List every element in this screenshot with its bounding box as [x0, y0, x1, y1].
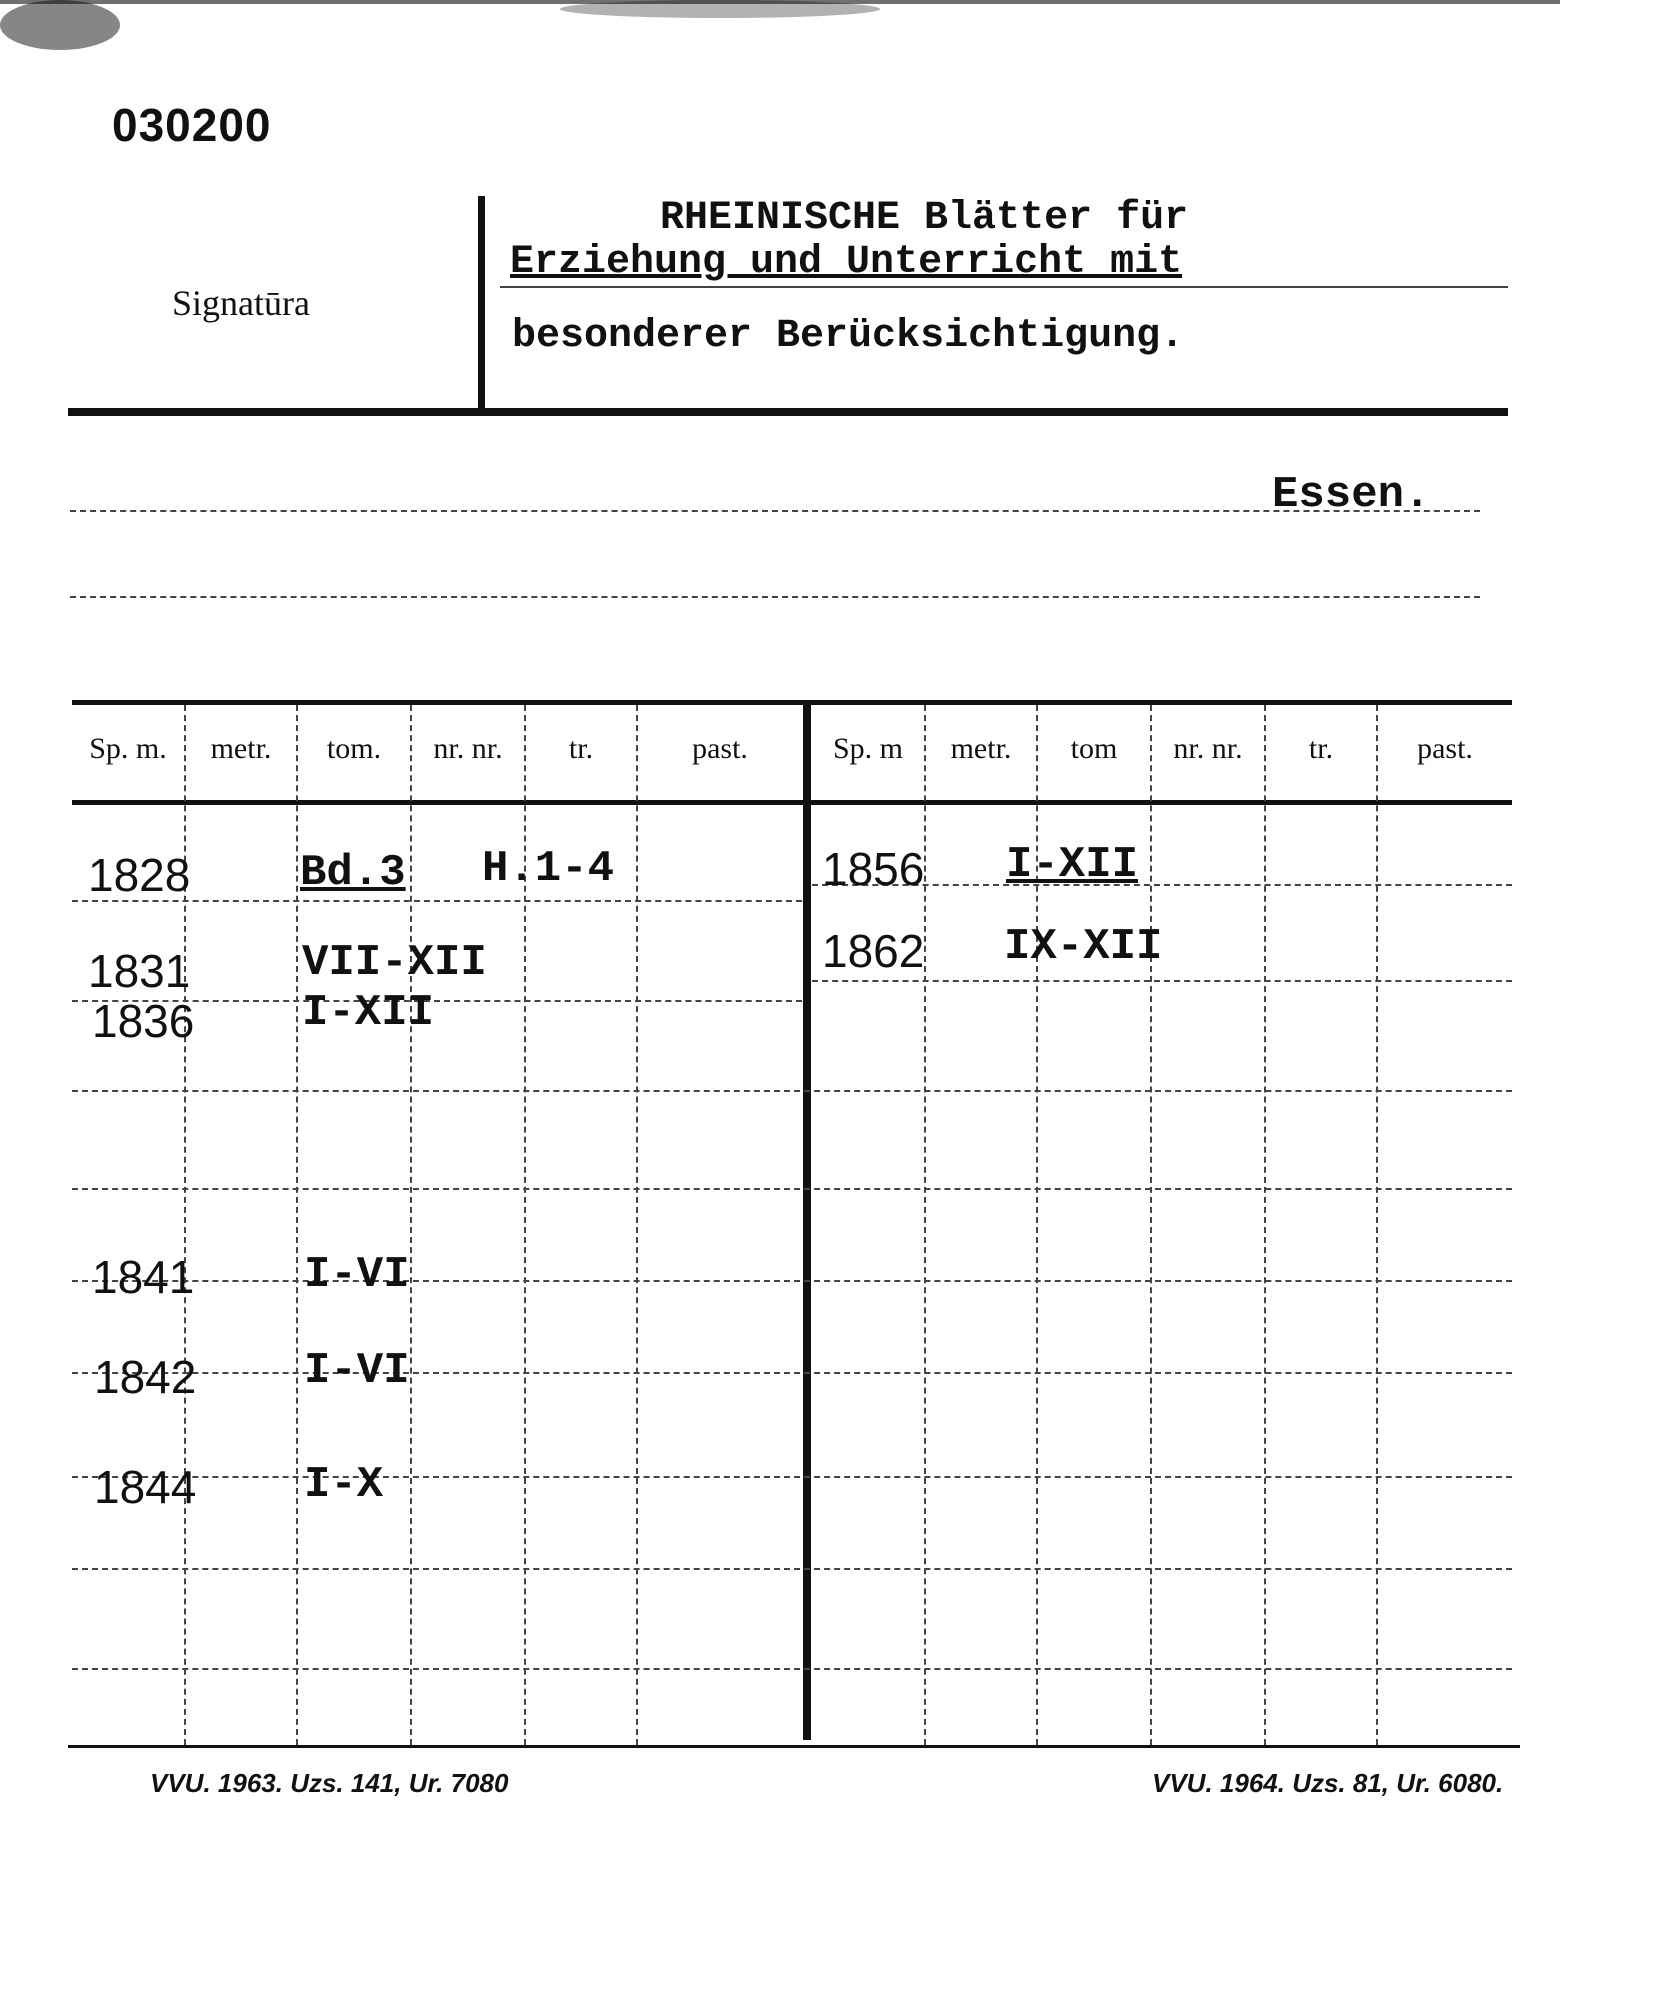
holding-tom: I-XII: [1006, 840, 1139, 890]
holding-tom: VII-XII: [302, 938, 487, 988]
title-line-3: besonderer Berücksichtigung.: [512, 314, 1185, 359]
holding-tom: Bd.3: [300, 848, 406, 898]
holding-tom: I-XII: [302, 988, 435, 1038]
col-header-nr-nr: nr. nr.: [433, 732, 503, 765]
place-rule-2: [70, 596, 1480, 598]
holding-year: 1862: [822, 925, 925, 977]
header-bottom-rule: [68, 408, 1508, 416]
row-rule: [72, 1668, 1512, 1670]
row-rule: [72, 1568, 1512, 1570]
holding-year: 1856: [822, 843, 925, 895]
col-divider: [1376, 705, 1378, 1745]
header-divider: [478, 196, 485, 408]
table-top-rule: [72, 700, 1512, 705]
place-of-publication: Essen.: [1272, 470, 1431, 520]
holding-tom: I-X: [304, 1460, 384, 1510]
title-line-2: Erziehung und Unterricht mit: [510, 240, 1183, 285]
scan-smudge: [0, 0, 120, 50]
row-rule: [812, 980, 1512, 982]
table-center-divider: [803, 700, 811, 1740]
holding-tom: IX-XII: [1004, 922, 1163, 972]
holding-year: 1844: [94, 1461, 197, 1513]
holding-year: 1828: [88, 849, 191, 901]
col-header-tr: tr.: [1308, 732, 1334, 765]
col-header-metr: metr.: [210, 732, 272, 765]
table-header-rule: [72, 800, 1512, 805]
col-header-tom: tom.: [326, 732, 382, 765]
row-rule: [72, 1090, 1512, 1092]
signatura-label: Signatūra: [172, 283, 310, 323]
card-number: 030200: [112, 99, 272, 151]
holding-tom: I-VI: [304, 1250, 410, 1300]
col-header-tom: tom: [1070, 732, 1118, 765]
row-rule: [72, 1280, 1512, 1282]
table-bottom-rule: [68, 1745, 1520, 1748]
holding-year: 1842: [94, 1351, 197, 1403]
holding-nr: H.1-4: [482, 844, 615, 894]
row-rule: [72, 1476, 1512, 1478]
col-header-nr-nr: nr. nr.: [1173, 732, 1243, 765]
col-header-past: past.: [692, 732, 748, 765]
col-header-sp-m: Sp. m.: [89, 732, 167, 765]
col-divider: [296, 705, 298, 1745]
title-rule-1: [500, 286, 1508, 288]
footnote-right: VVU. 1964. Uzs. 81, Ur. 6080.: [1152, 1768, 1504, 1798]
col-header-sp-m: Sp. m: [832, 732, 904, 765]
col-divider: [1264, 705, 1266, 1745]
col-divider: [636, 705, 638, 1745]
footnote-left: VVU. 1963. Uzs. 141, Ur. 7080: [150, 1768, 509, 1798]
holding-year: 1841: [92, 1251, 195, 1303]
row-rule: [72, 1188, 1512, 1190]
holding-year: 1831: [88, 945, 191, 997]
holding-tom: I-VI: [304, 1346, 410, 1396]
col-header-past: past.: [1417, 732, 1473, 765]
holding-year: 1836: [92, 995, 195, 1047]
top-edge: [0, 0, 1560, 4]
col-header-tr: tr.: [568, 732, 594, 765]
place-rule-1: [70, 510, 1480, 512]
col-divider: [1150, 705, 1152, 1745]
title-line-1: RHEINISCHE Blätter für: [660, 196, 1189, 241]
col-header-metr: metr.: [950, 732, 1012, 765]
col-divider: [410, 705, 412, 1745]
row-rule: [72, 1372, 1512, 1374]
